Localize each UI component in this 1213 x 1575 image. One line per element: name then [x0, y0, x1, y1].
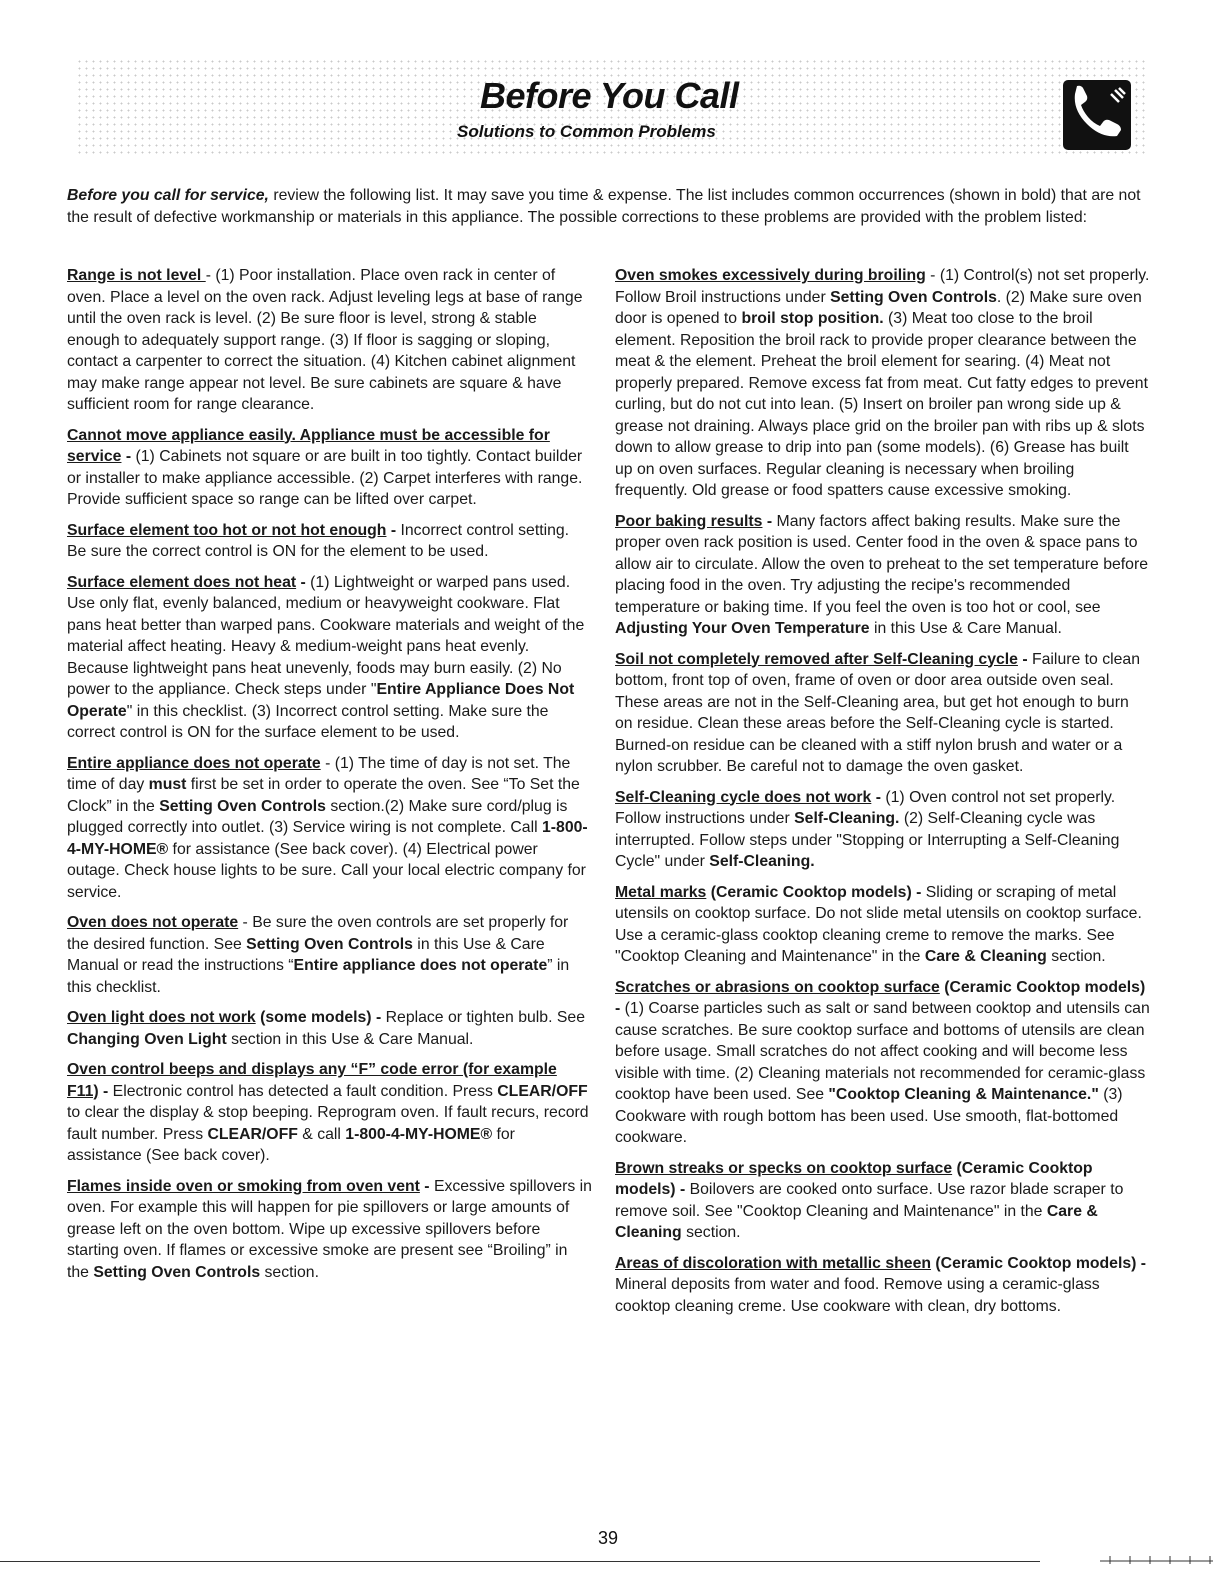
problem-heading: Surface element too hot or not hot enough [67, 521, 387, 539]
solution-text: (3) Meat too close to the broil element. Reposition the broil rack to provide proper clearance between the meat & the element. Preheat the broil element for searing. (4) Meat not properly prepared. Remove excess fat from meat. Cut fatty edges to prevent curling, but do not cut into lean. (5) Insert on broiler pan wrong side up & grease not draining. Always place grid on the broiler pan with ribs up & slots down to allow grease to drip into pan (some models). (6) Grease has built up on oven surfaces. Regular cleaning is necessary when broiling frequently. Old grease or food spatters cause excessive smoking. [615, 310, 1148, 499]
bold-text: Setting Oven Controls [93, 1263, 261, 1281]
bold-text: (Ceramic Cooktop models) - [931, 1254, 1147, 1272]
bold-text: Entire appliance does not operate [293, 957, 548, 974]
solution-text: - Be sure the oven controls are set properly for the desired function. See [67, 914, 569, 953]
troubleshooting-entry [615, 511, 1150, 640]
solution-text: - (1) The time of day is not set. The time of day [67, 754, 571, 793]
solution-text: (2) Self-Cleaning cycle was interrupted. Follow steps under "Stopping or Interrupting a Self-Cleaning Cycle" under [615, 810, 1120, 870]
bold-text: "Cooktop Cleaning & Maintenance." [828, 1086, 1099, 1103]
bold-text: Setting Oven Controls [830, 288, 997, 306]
solution-text: in this Use & Care Manual. [869, 620, 1062, 637]
solution-text: Incorrect control setting. Be sure the correct control is ON for the element to be used. [67, 521, 570, 560]
troubleshooting-entry [615, 977, 1150, 1149]
intro-lead: Before you call for service, [67, 187, 269, 204]
bold-text: 1-800-4-MY-HOME® [67, 819, 588, 858]
solution-text: section. [1046, 948, 1106, 965]
bold-text: (Ceramic Cooktop models) - [615, 978, 1146, 1017]
solution-text: (1) Coarse particles such as salt or sand between cooktop and utensils can cause scratches. Be sure cooktop surface and bottoms of utensils are clean before usage. Small scratches do not affect cooking and will become less visible with time. (2) Cleaning materials not recommended for ceramic-glass cooktop have been used. See [615, 1000, 1150, 1103]
solution-text: Mineral deposits from water and food. Remove using a ceramic-glass cooktop cleaning creme. Use cookware with clean, dry bottoms. [615, 1276, 1100, 1315]
solution-text: Electronic control has detected a fault condition. Press [112, 1082, 498, 1100]
troubleshooting-entry [67, 425, 592, 511]
troubleshooting-entry [67, 1176, 592, 1284]
bold-text: - [871, 788, 886, 806]
bold-text: Setting Oven Controls [246, 935, 413, 953]
solution-text: Failure to clean bottom, front top of oven, frame of oven or door area outside oven seal. These areas are not in the Self-Cleaning area, but get hot enough to burn on residue. Clean these areas before the Self-Cleaning cycle is started. Burned-on residue can be cleaned with a stiff nylon brush and water or a nylon scrubber. Be careful not to damage the oven gasket. [615, 650, 1140, 775]
solution-text: Replace or tighten bulb. See [385, 1009, 585, 1026]
solution-text: Many factors affect baking results. Make sure the proper oven rack position is used. Center food in the oven & space pans to allow air to circulate. Allow the oven to preheat to the set temperature before placing food in the oven. Try adjusting the recipe's recommended temperature or baking time. If you feel the oven is too hot or cool, see [615, 512, 1149, 616]
problem-heading: Surface element does not heat [67, 573, 297, 591]
troubleshooting-entry [615, 882, 1150, 968]
solution-text: to clear the display & stop beeping. Reprogram oven. If fault recurs, record fault number. Press [67, 1104, 589, 1143]
problem-heading: Self-Cleaning cycle does not work [615, 788, 872, 806]
intro-text: review the following list. It may save you time & expense. The list includes common occurrences (shown in bold) that are not the result of defective workmanship or materials in this appliance. The possible corrections to these problems are provided with the problem listed: [67, 187, 1141, 226]
solution-text: for assistance (See back cover). [67, 1125, 515, 1164]
solution-text: (1) Cabinets not square or are built in too tightly. Contact builder or installer to make appliance accessible. (2) Carpet interferes with range. Provide sufficient space so range can be lifted over carpet. [67, 448, 583, 508]
solution-text: Boilovers are cooked onto surface. Use razor blade scraper to remove soil. See "Cooktop Cleaning and Maintenance" in the [615, 1181, 1124, 1220]
bold-text: broil stop position. [741, 310, 884, 327]
bold-text: Care & Cleaning [615, 1202, 1098, 1241]
problem-heading: Entire appliance does not operate [67, 754, 321, 772]
solution-text: (1) Oven control not set properly. Follow instructions under [615, 788, 1116, 827]
problem-heading: Oven control beeps and displays any “F” code error (for example F11) [67, 1061, 557, 1100]
problem-heading: Oven light does not work [67, 1009, 256, 1026]
troubleshooting-entry [67, 912, 592, 998]
solution-text: (3) Cookware with rough bottom has been used. Use smooth, flat-bottomed cookware. [615, 1086, 1123, 1146]
bold-text: Care & Cleaning [924, 948, 1047, 965]
solution-text: " in this checklist. (3) Incorrect control setting. Make sure the correct control is ON for the surface element to be used. [67, 702, 549, 741]
solution-text: - (1) Poor installation. Place oven rack in center of oven. Place a level on the oven rack. Adjust leveling legs at base of range until the oven rack is level. (2) Be sure floor is level, strong & stable enough to adequately support range. (3) If floor is sagging or sloping, contact a carpenter to correct the situation. (4) Kitchen cabinet alignment may make range appear not level. Be sure cabinets are square & have sufficient room for range clearance. [67, 267, 583, 413]
solution-text: for assistance (See back cover). (4) Electrical power outage. Check house lights to be sure. Call your local electric company for service. [67, 840, 586, 901]
solution-text: - (1) Control(s) not set properly. Follow Broil instructions under [615, 267, 1150, 306]
troubleshooting-entry [67, 265, 592, 416]
solution-text: (1) Lightweight or warped pans used. Use only flat, evenly balanced, medium or heavyweight cookware. Flat pans heat better than warped pans. Cookware materials and weight of the material affect heating. Heavy & medium-weight pans heat evenly. Because lightweight pans heat unevenly, foods may burn easily. (2) No power to the appliance. Check steps under " [67, 573, 585, 698]
bold-text: Entire Appliance Does Not Operate [67, 681, 575, 720]
troubleshooting-entry [67, 520, 592, 563]
bold-text: (Ceramic Cooktop models) - [706, 883, 926, 901]
bold-text: Setting Oven Controls [159, 797, 326, 815]
solution-text: in this Use & Care Manual or read the instructions “ [67, 935, 545, 974]
problem-heading: Cannot move appliance easily. Appliance must be accessible for service [67, 426, 550, 465]
left-column [67, 265, 592, 1292]
bold-text: Self-Cleaning. [709, 853, 815, 870]
solution-text: Excessive spillovers in oven. For example this will happen for pie spillovers or large amounts of grease left on the oven bottom. Wipe up excessive spillovers before starting oven. If flames or excessive smoke are present see “Broiling” in the [67, 1177, 592, 1281]
bold-text: CLEAR/OFF [497, 1082, 588, 1100]
problem-heading: Flames inside oven or smoking from oven vent [67, 1177, 420, 1195]
solution-text: first be set in order to operate the oven. See “To Set the Clock” in the [67, 776, 580, 815]
page-title: Before You Call [480, 75, 739, 116]
footer-ticks [1100, 1556, 1213, 1564]
troubleshooting-entry [615, 1253, 1150, 1318]
bold-text: Changing Oven Light [67, 1030, 227, 1048]
bold-text: - [762, 512, 777, 530]
problem-heading: Range is not level [67, 267, 206, 284]
footer-rule [0, 1561, 1040, 1562]
bold-text: - [419, 1177, 434, 1195]
page-number: 39 [598, 1528, 619, 1548]
bold-text: (some models) - [255, 1009, 386, 1026]
problem-heading: Scratches or abrasions on cooktop surface [615, 978, 940, 996]
bold-text: (Ceramic Cooktop models) - [615, 1159, 1093, 1198]
solution-text: ” in this checklist. [67, 957, 570, 996]
troubleshooting-entry [615, 787, 1150, 873]
troubleshooting-entry [67, 1007, 592, 1050]
bold-text: CLEAR/OFF [207, 1125, 298, 1143]
problem-heading: Oven does not operate [67, 914, 239, 931]
right-column [615, 265, 1150, 1326]
intro-paragraph [67, 185, 1157, 228]
solution-text: section in this Use & Care Manual. [226, 1030, 474, 1048]
problem-heading: Areas of discoloration with metallic sheen [615, 1254, 932, 1272]
bold-text: - [296, 573, 311, 591]
telephone-icon [1063, 80, 1131, 150]
troubleshooting-entry [615, 649, 1150, 778]
solution-text: section.(2) Make sure cord/plug is plugged correctly into outlet. (3) Service wiring is not complete. Call [67, 797, 568, 836]
solution-text: section. [260, 1263, 319, 1281]
troubleshooting-entry [615, 265, 1150, 502]
bold-text: - [98, 1082, 113, 1100]
problem-heading: Soil not completely removed after Self-Cleaning cycle [615, 650, 1018, 668]
solution-text: . (2) Make sure oven door is opened to [615, 288, 1142, 327]
solution-text: & call [297, 1125, 346, 1143]
bold-text: - [1017, 650, 1032, 668]
troubleshooting-entry [67, 572, 592, 744]
troubleshooting-entry [67, 1059, 592, 1167]
bold-text: must [148, 776, 187, 793]
bold-text: Self-Cleaning. [794, 810, 900, 827]
troubleshooting-entry [67, 753, 592, 904]
bold-text: Adjusting Your Oven Temperature [615, 620, 870, 637]
solution-text: Sliding or scraping of metal utensils on cooktop surface. Do not slide metal utensils on cooktop surface. Use a ceramic-glass cooktop cleaning creme to remove the marks. See "Cooktop Cleaning and Maintenance" in the [615, 883, 1142, 965]
bold-text: 1-800-4-MY-HOME® [345, 1125, 493, 1143]
problem-heading: Brown streaks or specks on cooktop surface [615, 1159, 953, 1177]
bold-text: - [386, 521, 401, 539]
troubleshooting-entry [615, 1158, 1150, 1244]
problem-heading: Oven smokes excessively during broiling [615, 267, 926, 284]
problem-heading: Poor baking results [615, 512, 763, 530]
solution-text: section. [681, 1224, 741, 1241]
bold-text: - [121, 448, 136, 465]
page-subtitle: Solutions to Common Problems [457, 122, 716, 141]
problem-heading: Metal marks [615, 883, 707, 901]
